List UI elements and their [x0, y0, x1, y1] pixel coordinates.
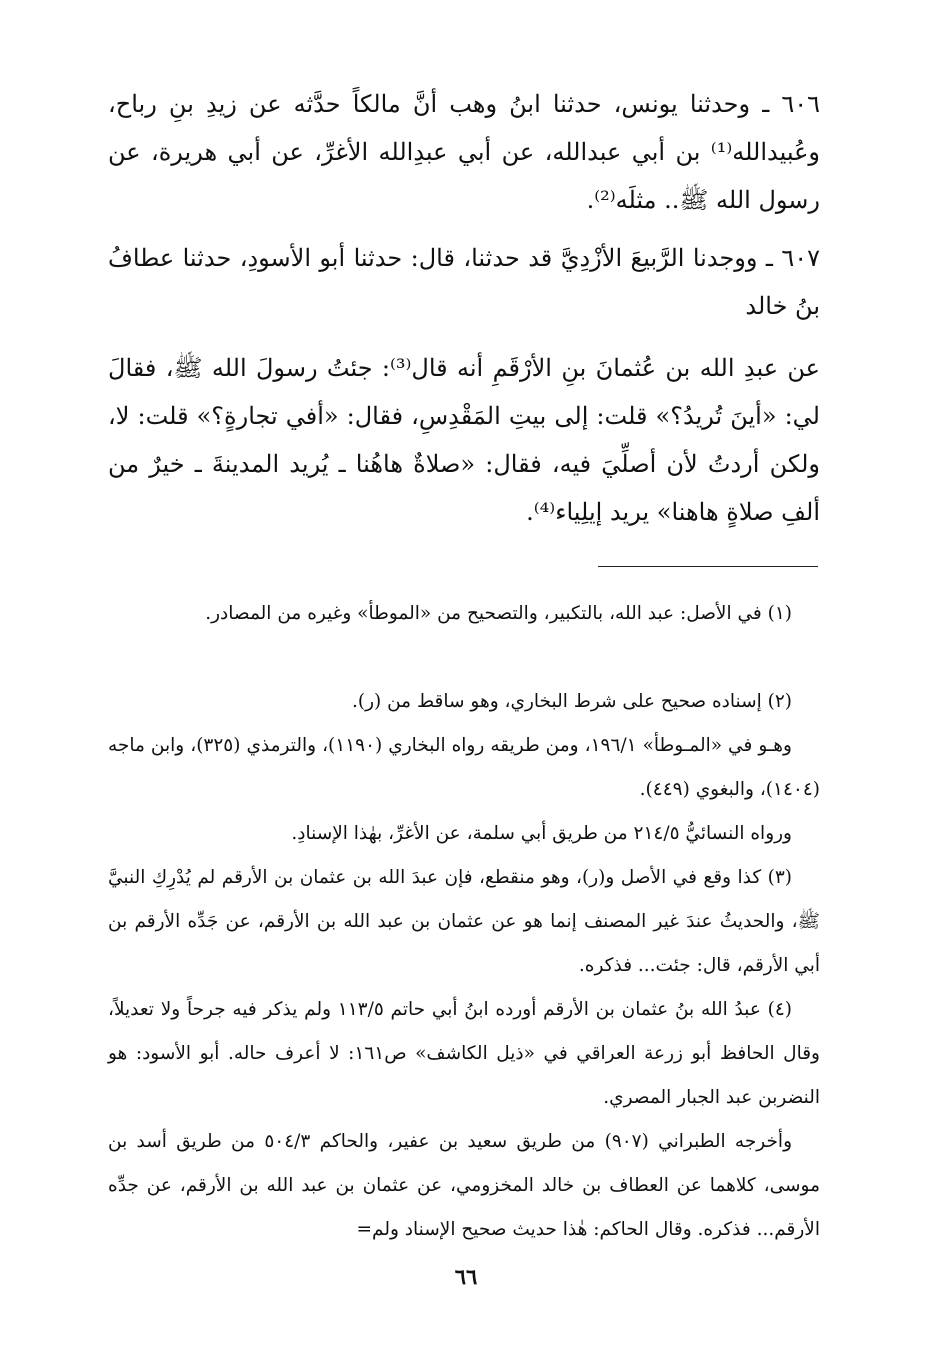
footnote-2-nasai: ورواه النسائيُّ ٢١٤/٥ من طريق أبي سلمة، عن الأغرِّ، بهٰذا الإسنادِ. — [291, 823, 792, 844]
footnote-2: (٢) إسناده صحيح على شرط البخاري، وهو ساقط من (ر). — [351, 691, 792, 712]
hadith-paragraph-607: ٦٠٧ ـ ووجدنا الرَّبيعَ الأزْدِيَّ قد حدثنا، قال: حدثنا أبو الأسودِ، حدثنا عطافُ بنُ خالد — [108, 244, 820, 320]
footnote-separator — [598, 566, 818, 567]
footnote-4-continuation: وأخرجه الطبراني (٩٠٧) من طريق سعيد بن عفير، والحاكم ٥٠٤/٣ من طريق أسد بن موسى، كلاهما عن العطاف بن خالد المخزومي، عن عثمان بن عبد الله بن الأرقم، عن جدِّه الأرقم... فذكره. وقال الحاكم: هٰذا حديث صحيح الإسناد ولم= — [108, 1131, 820, 1240]
page-number: ٦٦ — [454, 1264, 478, 1289]
footnote-4: (٤) عبدُ الله بنُ عثمان بن الأرقم أورده ابنُ أبي حاتم ١١٣/٥ ولم يذكر فيه جرحاً ولا تعديلاً، وقال الحافظ أبو زرعة العراقي في «ذيل الكاشف» ص١٦١: لا أعرف حاله. أبو الأسود: هو النضربن عبد الجبار المصري. — [108, 999, 820, 1108]
hadith-text-paragraph: عن عبدِ الله بن عُثمانَ بنِ الأرْقَمِ أنه قال⁽³⁾: جئتُ رسولَ الله ﷺ، فقالَ لي: «أينَ تُريدُ؟» قلت: إلى بيتِ المَقْدِسِ، فقال: «أفي تجارةٍ؟» قلت: لا، ولكن أردتُ لأن أصلِّيَ فيه، فقال: «صلاةٌ هاهُنا ـ يُريد المدينةَ ـ خيرٌ من ألفِ صلاةٍ هاهنا» يريد إيلِياء⁽⁴⁾. — [108, 354, 820, 526]
hadith-paragraph-606: ٦٠٦ ـ وحدثنا يونس، حدثنا ابنُ وهب أنَّ مالكاً حدَّثه عن زيدِ بنِ رباح، وعُبيدالله⁽¹⁾ بن أبي عبدالله، عن أبي عبدِالله الأغرِّ، عن أبي هريرة، عن رسول الله ﷺ.. مثلَه⁽²⁾. — [108, 90, 820, 214]
footnote-3: (٣) كذا وقع في الأصل و(ر)، وهو منقطع، فإن عبدَ الله بن عثمان بن الأرقم لم يُدْرِكِ النبيَّ ﷺ، والحديثُ عندَ غير المصنف إنما هو عن عثمان بن عبد الله بن الأرقم، عن جَدِّه الأرقم بن أبي الأرقم، قال: جئت... فذكره. — [108, 867, 820, 976]
footnote-1: (١) في الأصل: عبد الله، بالتكبير، والتصحيح من «الموطأ» وغيره من المصادر. — [205, 603, 792, 624]
footnote-2-continuation: وهـو في «المـوطأ» ١٩٦/١، ومن طريقه رواه البخاري (١١٩٠)، والترمذي (٣٢٥)، وابن ماجه (١٤٠٤)، والبغوي (٤٤٩). — [108, 735, 820, 800]
